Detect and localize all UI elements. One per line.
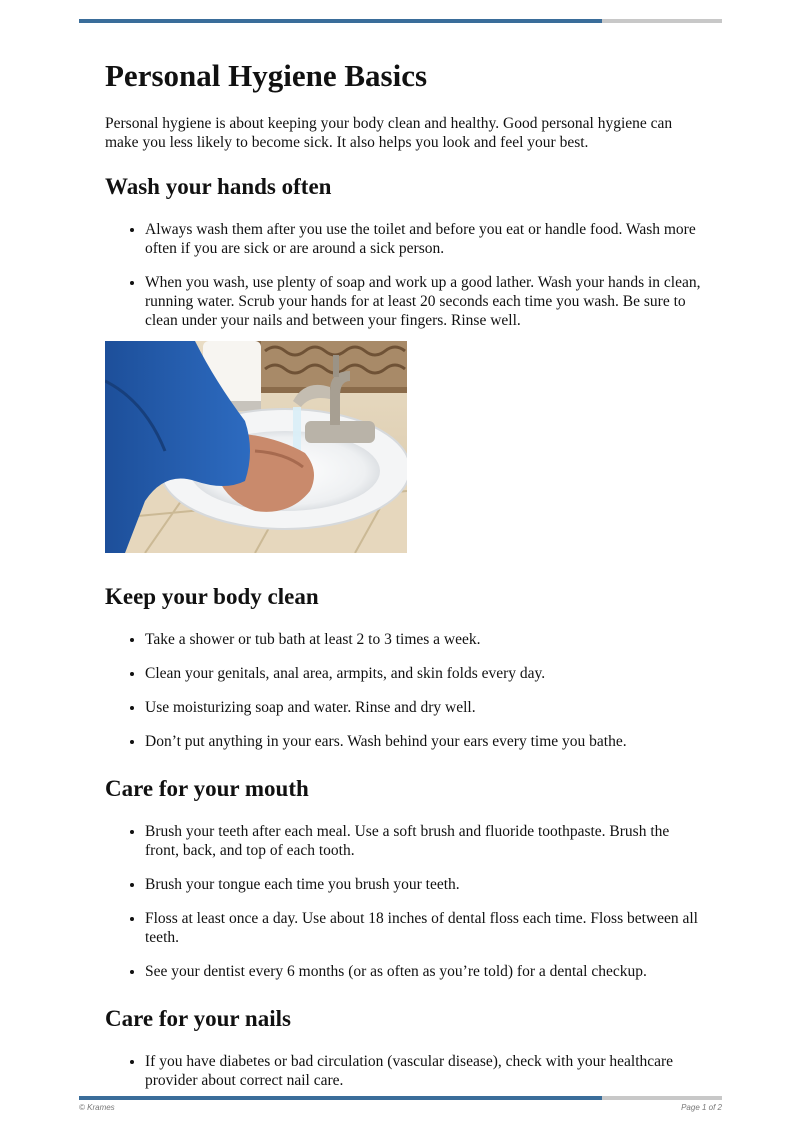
nails-list [105, 1052, 705, 1090]
list-item: • Floss at least once a day. Use about 18 inches of dental floss each time. Floss between all teeth. [145, 909, 705, 947]
section-heading-body-clean: Keep your body clean [105, 584, 319, 609]
list-item: • Brush your teeth after each meal. Use a soft brush and fluoride toothpaste. Brush the front, back, and top of each tooth. [145, 822, 705, 860]
document-body [105, 58, 705, 1090]
list-item: • When you wash, use plenty of soap and work up a good lather. Wash your hands in clean, running water. Scrub your hands for at least 20 seconds each time you wash. Be sure to clean under your nails and between your fingers. Rinse well. [145, 273, 705, 330]
footer-rule [79, 1096, 722, 1100]
footer-page-number: Page 1 of 2 [681, 1103, 722, 1112]
list-item: • Brush your tongue each time you brush your teeth. [145, 875, 705, 894]
section-heading-wash-hands: Wash your hands often [105, 174, 332, 199]
section-heading-nails: Care for your nails [105, 1006, 291, 1031]
list-item: • Use moisturizing soap and water. Rinse and dry well. [145, 698, 705, 717]
list-item: • Clean your genitals, anal area, armpits, and skin folds every day. [145, 664, 705, 683]
list-item: • Don’t put anything in your ears. Wash behind your ears every time you bathe. [145, 732, 705, 751]
wash-hands-list [105, 220, 705, 330]
handwashing-photo [105, 341, 407, 553]
footer-copyright: © Krames [79, 1103, 115, 1112]
page-title: Personal Hygiene Basics [105, 58, 428, 93]
mouth-list [105, 822, 705, 981]
list-item: • Always wash them after you use the toilet and before you eat or handle food. Wash more often if you are sick or are around a sick person. [145, 220, 705, 258]
intro-paragraph: Personal hygiene is about keeping your body clean and healthy. Good personal hygiene can make you less likely to become sick. It also helps you look and feel your best. [105, 115, 673, 151]
section-heading-mouth: Care for your mouth [105, 776, 309, 801]
list-item: • If you have diabetes or bad circulation (vascular disease), check with your healthcare provider about correct nail care. [145, 1052, 705, 1090]
list-item: • Take a shower or tub bath at least 2 to 3 times a week. [145, 630, 705, 649]
list-item: • See your dentist every 6 months (or as often as you’re told) for a dental checkup. [145, 962, 705, 981]
body-clean-list [105, 630, 705, 751]
header-rule [79, 19, 722, 23]
